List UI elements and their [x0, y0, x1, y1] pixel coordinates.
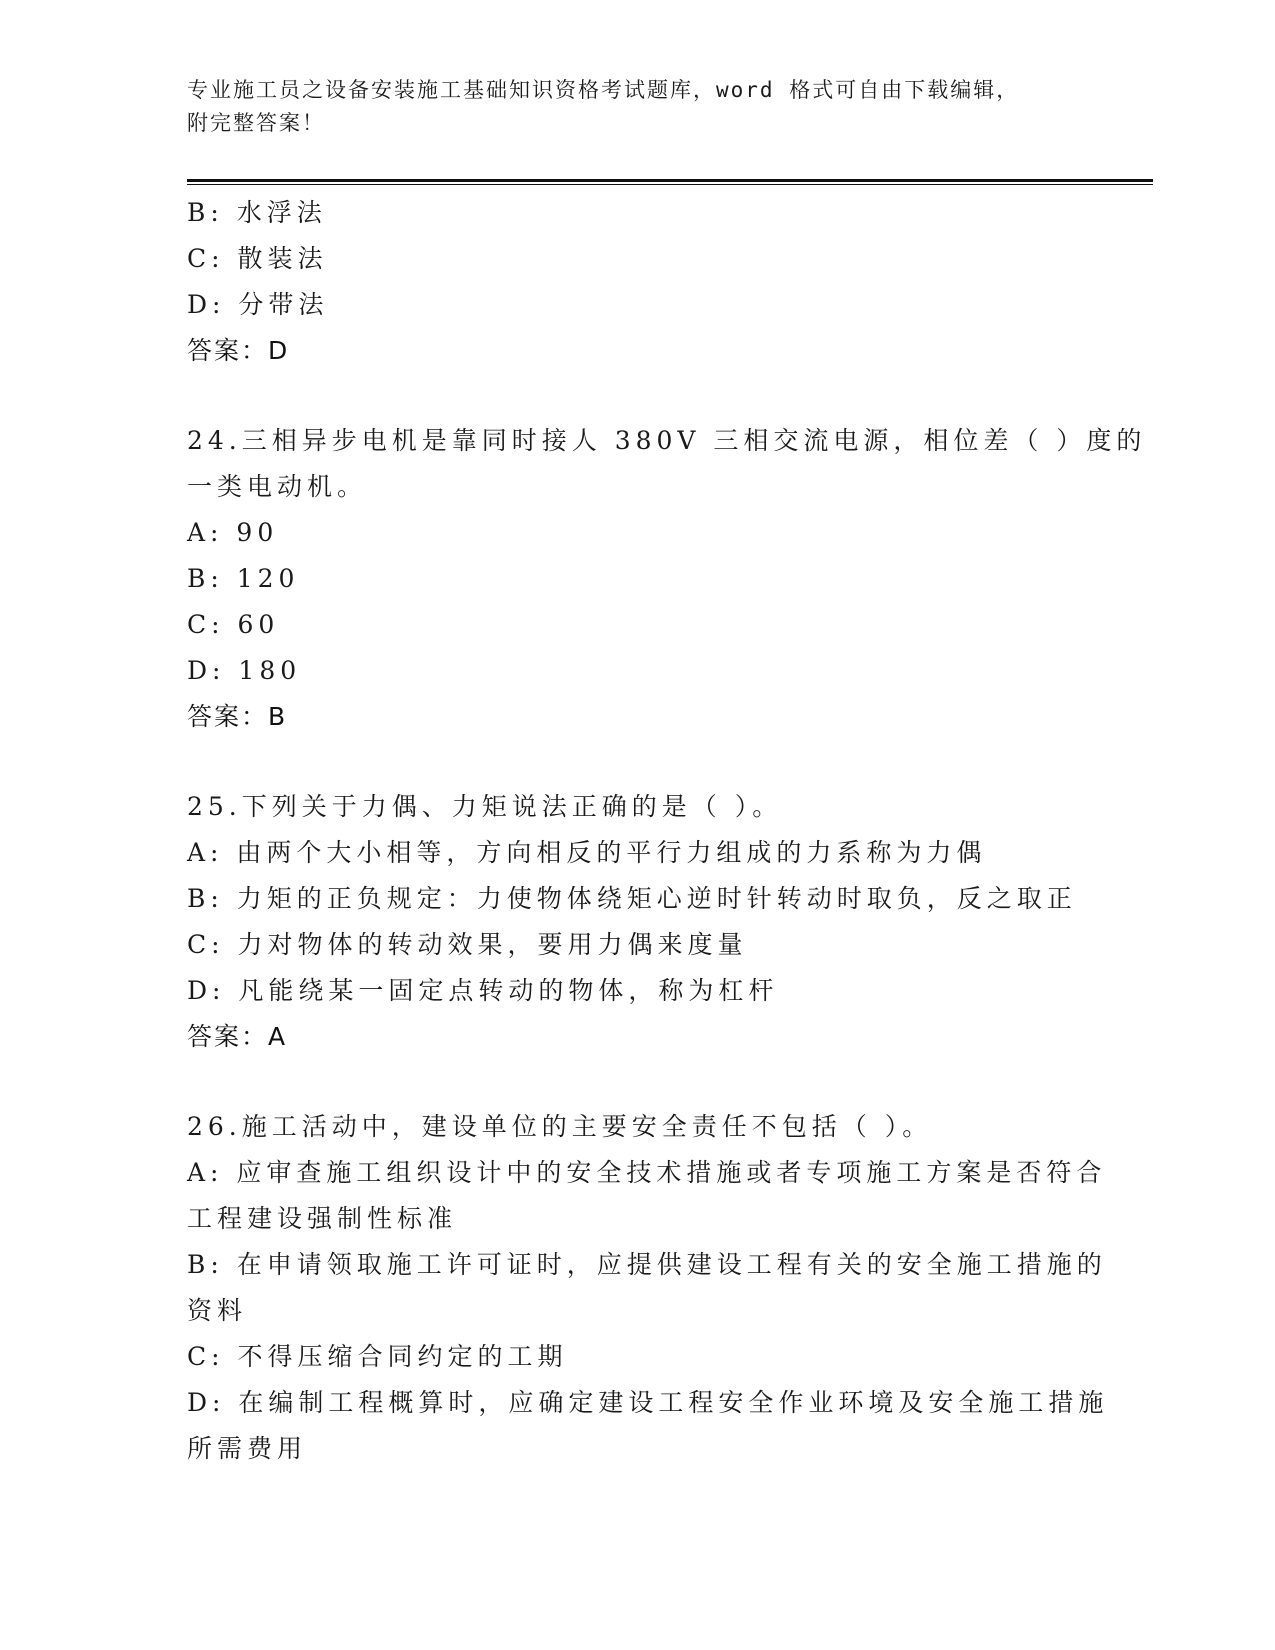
header-line-1: 专业施工员之设备安装施工基础知识资格考试题库，word 格式可自由下载编辑， [187, 78, 1020, 102]
header-divider-thin [187, 184, 1153, 185]
question-stem-continued: 一类电动机。 [187, 472, 368, 501]
option-d-continued: 所需费用 [187, 1434, 308, 1463]
option-d: D: 凡能绕某一固定点转动的物体，称为杠杆 [187, 976, 779, 1005]
document-header [187, 74, 1067, 140]
option-c: C: 不得压缩合同约定的工期 [187, 1342, 568, 1371]
question-26 [187, 1104, 1109, 1472]
header-divider-thick [187, 179, 1153, 182]
option-d: D: 180 [187, 656, 302, 685]
option-d: D: 在编制工程概算时，应确定建设工程安全作业环境及安全施工措施 [187, 1388, 1109, 1417]
option-b: B: 120 [187, 564, 300, 593]
option-b: B: 力矩的正负规定：力使物体绕矩心逆时针转动时取负，反之取正 [187, 884, 1077, 913]
option-b-continued: 资料 [187, 1296, 248, 1325]
option-c: C: 散装法 [187, 244, 328, 273]
option-a: A: 应审查施工组织设计中的安全技术措施或者专项施工方案是否符合 [187, 1158, 1107, 1187]
option-a-continued: 工程建设强制性标准 [187, 1204, 458, 1233]
option-b: B: 水浮法 [187, 198, 327, 227]
header-line-2: 附完整答案！ [187, 111, 325, 135]
question-25 [187, 784, 1087, 1060]
question-stem: 25.下列关于力偶、力矩说法正确的是（ ）。 [187, 792, 783, 821]
question-stem: 26.施工活动中，建设单位的主要安全责任不包括（ ）。 [187, 1112, 933, 1141]
question-stem: 24.三相异步电机是靠同时接人 380V 三相交流电源，相位差（ ）度的 [187, 426, 1147, 455]
option-c: C: 60 [187, 610, 280, 639]
option-b: B: 在申请领取施工许可证时，应提供建设工程有关的安全施工措施的 [187, 1250, 1107, 1279]
question-24 [187, 418, 1147, 740]
answer-line: 答案：D [187, 336, 290, 365]
answer-line: 答案：A [187, 1022, 288, 1051]
option-c: C: 力对物体的转动效果，要用力偶来度量 [187, 930, 748, 959]
option-a: A: 90 [187, 518, 279, 547]
document-body [187, 190, 1147, 1472]
option-d: D: 分带法 [187, 290, 329, 319]
option-a: A: 由两个大小相等，方向相反的平行力组成的力系称为力偶 [187, 838, 987, 867]
answer-line: 答案：B [187, 702, 288, 731]
previous-question-tail [187, 190, 1087, 374]
